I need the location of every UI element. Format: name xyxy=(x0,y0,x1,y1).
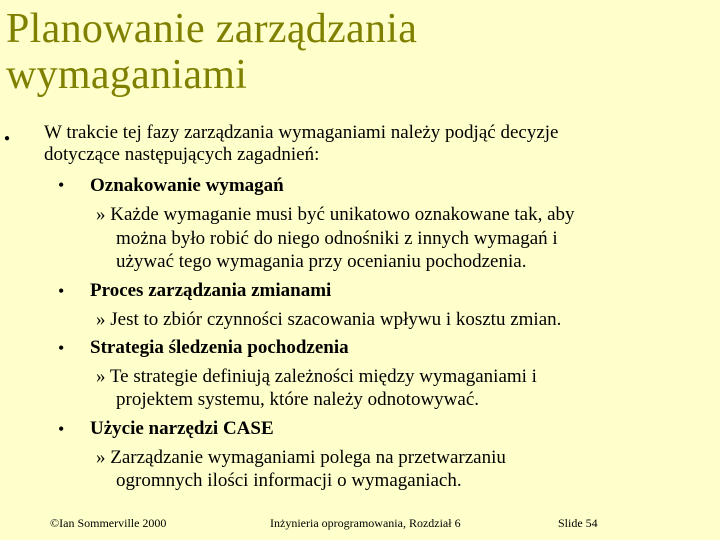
title-line-1: Planowanie zarządzania xyxy=(6,6,418,52)
item-detail-line: używać tego wymagania przy ocenianiu pochodzenia. xyxy=(116,251,527,272)
intro-line-1: W trakcie tej fazy zarządzania wymaganiami należy podjąć decyzje xyxy=(44,122,559,143)
item-detail-line: ogromnych ilości informacji o wymaganiach. xyxy=(116,470,462,491)
slide-title xyxy=(6,6,706,98)
sub-bullet-icon: • xyxy=(58,338,65,358)
main-bullet-icon: ● xyxy=(4,133,11,144)
sub-bullet-icon: • xyxy=(58,419,65,439)
sub-bullet-icon: • xyxy=(58,175,65,195)
item-detail-line: » Jest to zbiór czynności szacowania wpływu i kosztu zmian. xyxy=(96,309,562,330)
item-heading-traceability: Strategia śledzenia pochodzenia xyxy=(90,337,349,358)
item-heading-change-management: Proces zarządzania zmianami xyxy=(90,280,332,301)
footer-copyright: ©Ian Sommerville 2000 xyxy=(50,516,167,530)
item-detail-line: można było robić do niego odnośniki z innych wymagań i xyxy=(116,228,558,249)
item-detail-line: » Każde wymaganie musi być unikatowo oznakowane tak, aby xyxy=(96,204,575,225)
item-detail-line: projektem systemu, które należy odnotowywać. xyxy=(116,389,480,410)
title-line-2: wymaganiami xyxy=(6,52,248,98)
item-detail-line: » Zarządzanie wymaganiami polega na przetwarzaniu xyxy=(96,447,506,468)
item-heading-labeling: Oznakowanie wymagań xyxy=(90,175,284,196)
footer-course: Inżynieria oprogramowania, Rozdział 6 xyxy=(270,516,461,530)
footer-slide-number: Slide 54 xyxy=(558,516,598,530)
sub-bullet-icon: • xyxy=(58,281,65,301)
intro-line-2: dotyczące następujących zagadnień: xyxy=(44,144,320,165)
item-heading-case-tools: Użycie narzędzi CASE xyxy=(90,418,274,439)
item-detail-line: » Te strategie definiują zależności między wymaganiami i xyxy=(96,366,537,387)
